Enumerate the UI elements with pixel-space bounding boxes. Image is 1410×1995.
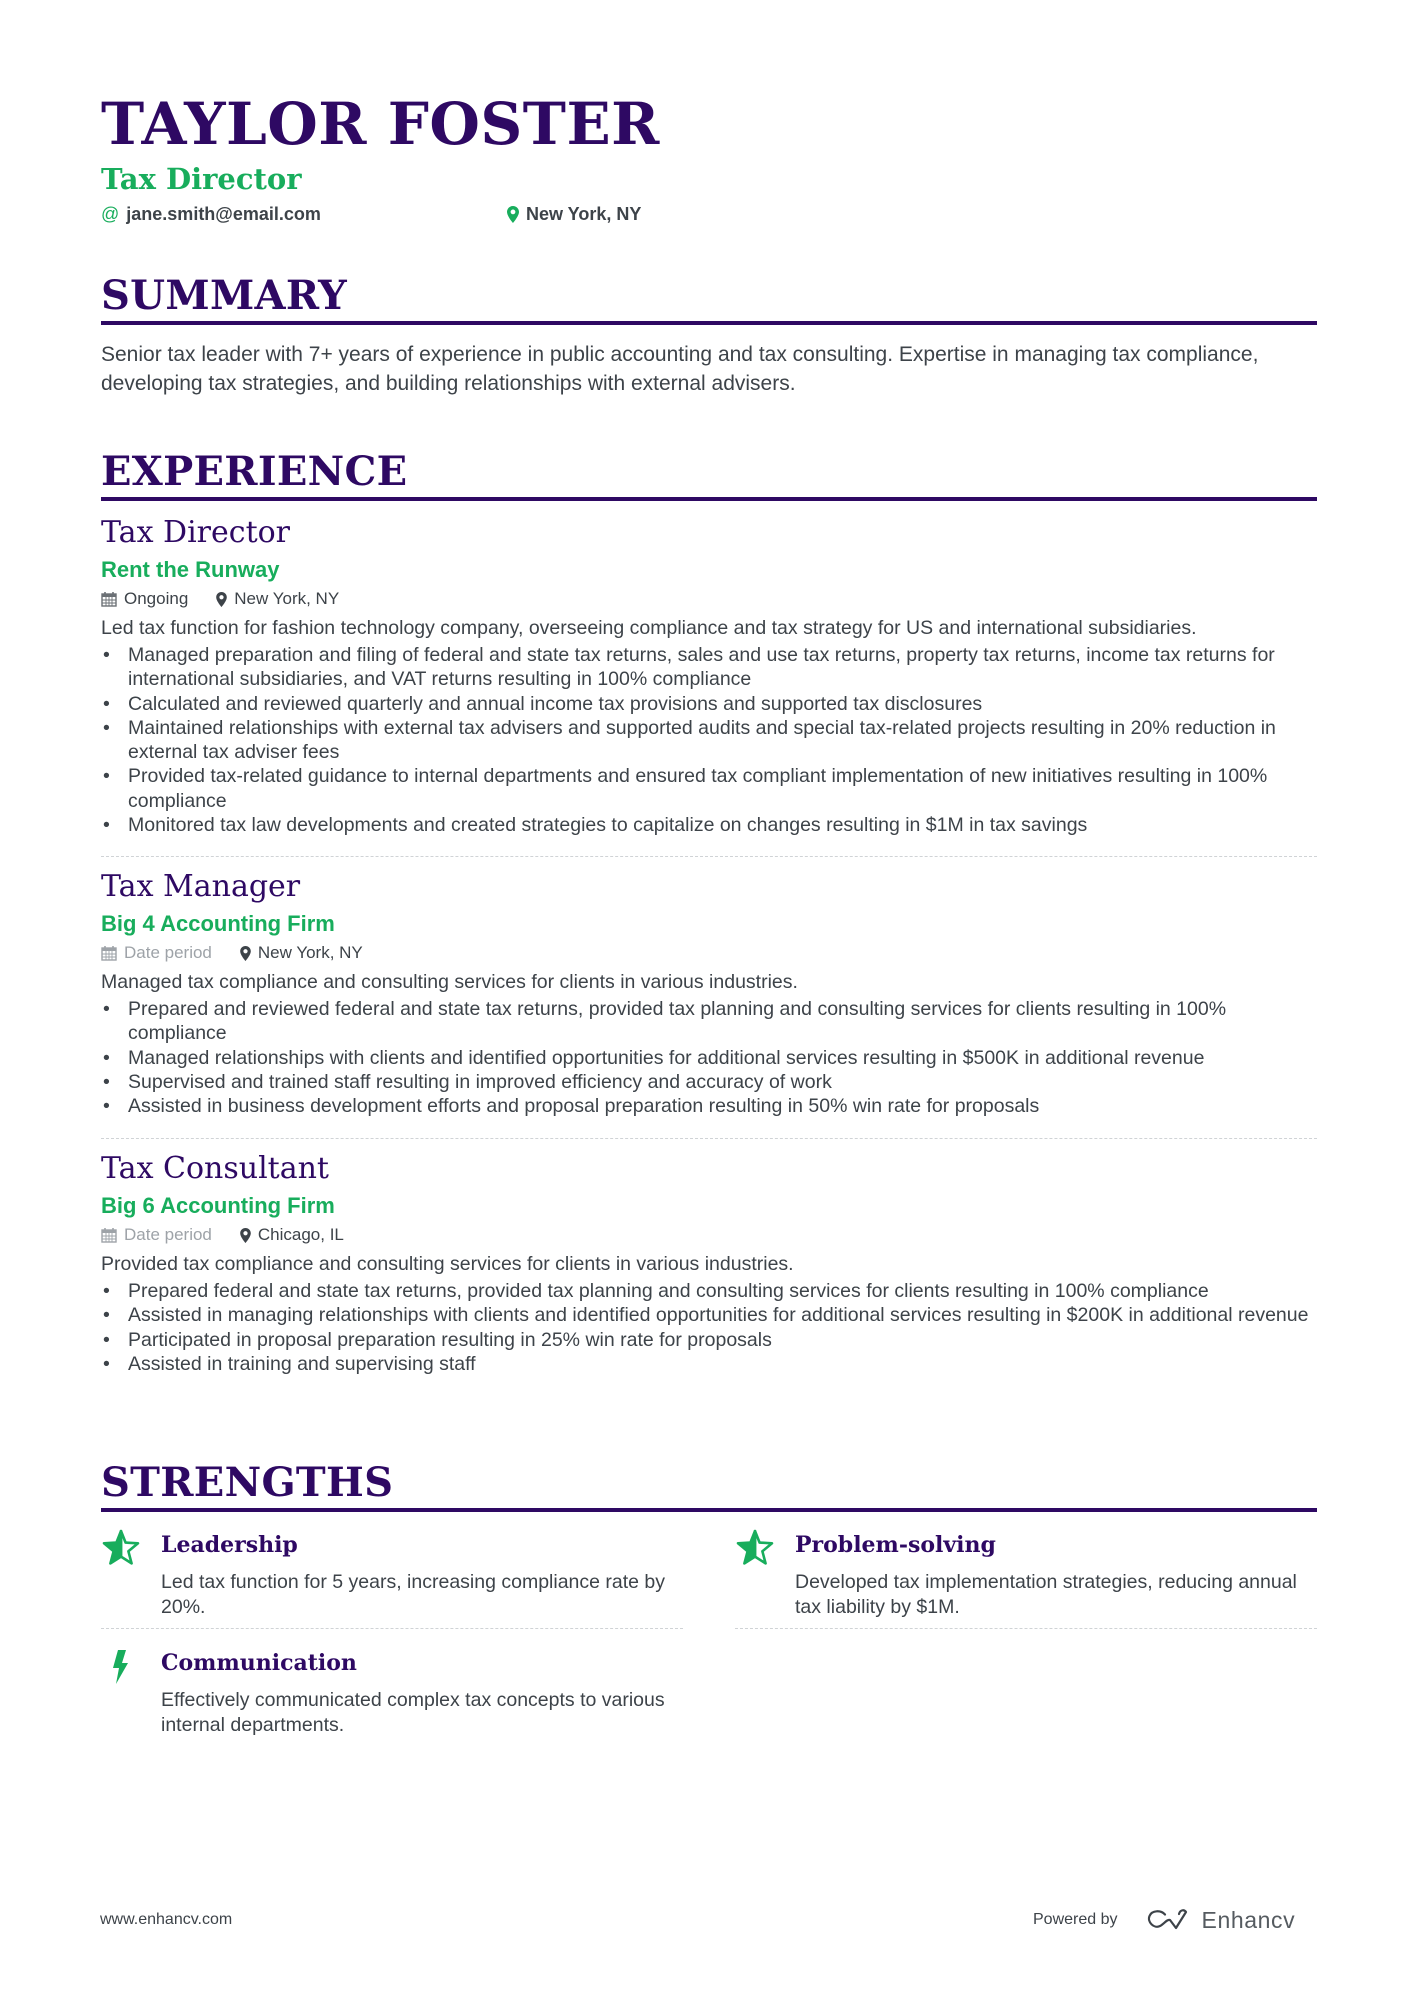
lightning-bolt-icon: [101, 1646, 141, 1686]
job-description: Led tax function for fashion technology company, overseeing compliance and tax strategy for US and international subsidiaries.: [101, 617, 1197, 639]
job-bullet: • Monitored tax law developments and created strategies to capitalize on changes resulting in $1M in tax savings: [101, 813, 1317, 837]
map-pin-icon: [216, 592, 227, 607]
strength-description: Developed tax implementation strategies, reducing annual tax liability by $1M.: [795, 1571, 1297, 1618]
job-period: Ongoing: [101, 587, 188, 611]
experience-entry: [101, 868, 1317, 1118]
job-description: Managed tax compliance and consulting services for clients in various industries.: [101, 971, 798, 993]
entry-divider: [101, 1138, 1317, 1139]
calendar-icon: [101, 1227, 117, 1243]
job-bullet: • Prepared and reviewed federal and state tax returns, provided tax planning and consulting services for clients resulting in 100% compliance: [101, 997, 1317, 1046]
summary-heading: SUMMARY: [101, 272, 348, 319]
job-meta: [101, 941, 1317, 965]
experience-heading: EXPERIENCE: [101, 448, 408, 495]
job-role: Tax Manager: [101, 869, 301, 904]
job-location: Chicago, IL: [240, 1223, 344, 1247]
job-bullet: • Prepared federal and state tax returns, provided tax planning and consulting services for clients resulting in 100% compliance: [101, 1279, 1317, 1303]
experience-section-heading: [101, 448, 1317, 496]
job-bullets: [101, 997, 1317, 1118]
job-bullet: • Calculated and reviewed quarterly and annual income tax provisions and supported tax disclosures: [101, 692, 1317, 716]
powered-by-label: Powered by: [1033, 1911, 1118, 1928]
job-bullet: • Assisted in training and supervising staff: [101, 1352, 1317, 1376]
job-bullet: • Assisted in managing relationships with clients and identified opportunities for additional services resulting in $200K in additional revenue: [101, 1303, 1317, 1327]
summary-rule: [101, 321, 1317, 325]
contact-row: [101, 202, 801, 226]
job-period: Date period: [101, 1223, 212, 1247]
job-bullet: • Provided tax-related guidance to internal departments and ensured tax compliant implementation of new initiatives resulting in 100% compliance: [101, 764, 1317, 813]
job-description: Provided tax compliance and consulting services for clients in various industries.: [101, 1253, 794, 1275]
email-text: jane.smith@email.com: [126, 204, 321, 224]
job-company: Big 4 Accounting Firm: [101, 911, 335, 936]
strengths-heading: STRENGTHS: [101, 1459, 394, 1506]
enhancv-logo-icon: [1146, 1908, 1192, 1932]
job-location: New York, NY: [216, 587, 339, 611]
summary-text: Senior tax leader with 7+ years of experience in public accounting and tax consulting. Expertise in managing tax compliance, developing tax strategies, and building relationships with external advisers.: [101, 343, 1259, 395]
job-bullet: • Maintained relationships with external tax advisers and supported audits and special tax-related projects resulting in 20% reduction in external tax adviser fees: [101, 716, 1317, 765]
strength-divider: [101, 1628, 683, 1629]
job-bullet: • Managed preparation and filing of federal and state tax returns, sales and use tax returns, property tax returns, income tax returns for international subsidiaries, and VAT returns resulting in 100% compliance: [101, 643, 1317, 692]
job-location: New York, NY: [240, 941, 363, 965]
summary-section-heading: [101, 272, 1317, 320]
strength-item: [735, 1528, 1317, 1638]
entry-divider: [101, 856, 1317, 857]
experience-rule: [101, 497, 1317, 501]
strength-description: Effectively communicated complex tax concepts to various internal departments.: [161, 1689, 665, 1736]
job-company: Rent the Runway: [101, 557, 280, 582]
strengths-section-heading: [101, 1459, 1317, 1507]
job-bullet: • Participated in proposal preparation resulting in 25% win rate for proposals: [101, 1328, 1317, 1352]
enhancv-brand: Enhancv: [1201, 1906, 1296, 1933]
calendar-icon: [101, 591, 117, 607]
strength-name: Communication: [161, 1650, 357, 1676]
footer-branding[interactable]: [1033, 1906, 1295, 1934]
strength-item: [101, 1646, 683, 1746]
at-icon: @: [101, 204, 120, 224]
star-half-icon: [101, 1528, 141, 1568]
job-bullet: • Assisted in business development efforts and proposal preparation resulting in 50% win rate for proposals: [101, 1094, 1317, 1118]
job-bullet: • Managed relationships with clients and identified opportunities for additional services resulting in $500K in additional revenue: [101, 1046, 1317, 1070]
job-meta: [101, 587, 1317, 611]
map-pin-icon: [507, 206, 519, 223]
job-company: Big 6 Accounting Firm: [101, 1193, 335, 1218]
map-pin-icon: [240, 946, 251, 961]
candidate-title: Tax Director: [101, 162, 302, 196]
star-half-icon: [735, 1528, 775, 1568]
location-text: New York, NY: [526, 204, 642, 224]
calendar-icon: [101, 945, 117, 961]
job-bullets: [101, 1279, 1317, 1376]
job-role: Tax Consultant: [101, 1151, 329, 1186]
job-period: Date period: [101, 941, 212, 965]
strengths-rule: [101, 1508, 1317, 1512]
map-pin-icon: [240, 1228, 251, 1243]
job-bullet: • Supervised and trained staff resulting in improved efficiency and accuracy of work: [101, 1070, 1317, 1094]
experience-entry: [101, 514, 1317, 837]
strength-item: [101, 1528, 683, 1638]
candidate-name: TAYLOR FOSTER: [101, 90, 660, 158]
contact-email[interactable]: [101, 202, 321, 226]
strength-divider: [735, 1628, 1317, 1629]
experience-entry: [101, 1150, 1317, 1376]
footer-website[interactable]: www.enhancv.com: [100, 1911, 233, 1928]
job-bullets: [101, 643, 1317, 837]
job-role: Tax Director: [101, 515, 291, 550]
strength-name: Leadership: [161, 1532, 298, 1558]
job-meta: [101, 1223, 1317, 1247]
strength-name: Problem-solving: [795, 1532, 996, 1558]
contact-location: [507, 202, 641, 226]
strength-description: Led tax function for 5 years, increasing compliance rate by 20%.: [161, 1571, 666, 1618]
